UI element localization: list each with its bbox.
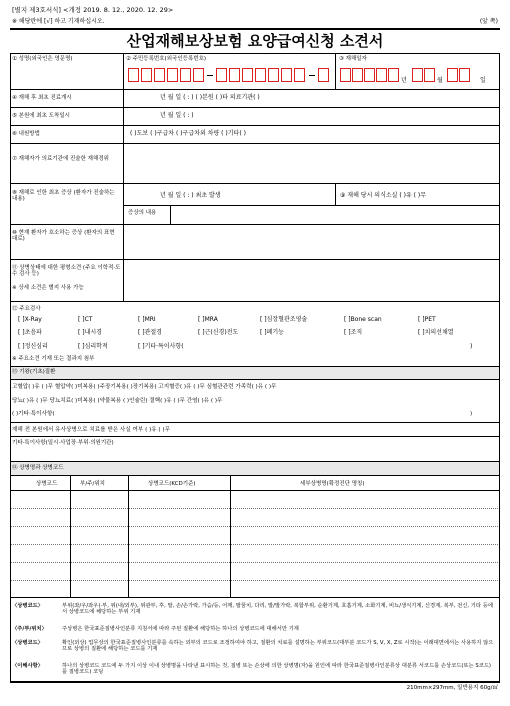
exam-endoscopy[interactable]: [ ]내시경 [78, 329, 102, 336]
note-4-key: 〈이해사항〉 [12, 663, 44, 669]
accident-date-label: ③ 재해일자 [339, 56, 367, 62]
note-1-text: 부위(좌/우/좌우)·부, 위(내/외부), 위관부, 후, 말, 손/손가락, 가슴/등, 어깨, 팔꿈치, 다리, 발/발가락, 복합부위, 순환기계, 호흡기계, 소화기계, 비뇨/생식기계, 신경계, 복부, 전신, 기타 등에서 상병코드에 해당하는 부위 기재 [62, 603, 493, 616]
month-unit: 월 [437, 77, 443, 84]
diag-col-code: 상병코드 [36, 481, 58, 487]
visit-method-options[interactable]: ( )도보 ( )구급차 ( )구급차외 차량 ( )기타( ) [130, 130, 246, 137]
arrival-label: ⑤ 본원에 최초 도착일시 [12, 113, 70, 119]
accident-story-label: ⑦ 재해자가 의료기관에 진술한 재해경위 [12, 156, 109, 162]
consciousness-loss[interactable]: ⑨ 재해 당시 의식소실 ( )유 ( )무 [340, 192, 427, 199]
exam-arthroscopy[interactable]: [ ]관절경 [138, 329, 162, 336]
prior-treatment[interactable]: 재해 전 본원에서 유사상병으로 치료를 받은 사실 여부 ( )유 ( )무 [12, 427, 170, 433]
exam-psychiatric[interactable]: [ ]정신심리 [18, 343, 48, 350]
diag-col-kcd: 상병코드(KCD기준) [148, 481, 196, 487]
past-history-title: ⑬ 기왕(기초)질환 [12, 369, 56, 375]
form-number: [별지 제3호서식] <개정 2019. 8. 12., 2020. 12. 29> [12, 6, 174, 14]
exam-title: ⑫ 주요검사 [12, 306, 41, 312]
first-treatment-value[interactable]: 년 월 일 ( : ) ( )본원 ( )타 의료기관( ) [160, 94, 260, 101]
current-complaint-label: ⑩ 현재 환자가 호소하는 증상 (환자의 표현대로) [12, 230, 115, 243]
day-unit: 일 [480, 77, 486, 84]
note-1-key: 〈상병코드〉 [12, 603, 44, 609]
exam-mri[interactable]: [ ]MRI [138, 316, 156, 323]
exam-angiography[interactable]: [ ]심장혈관조영술 [260, 316, 308, 323]
past-history-line2[interactable]: 당뇨( )유 ( )무 당뇨치료( )미복용( )약물복용 ( )인슐린) 결핵( )유 ( )무 간염( )유 ( )무 [12, 398, 223, 404]
exam-lung-function[interactable]: [ ]폐기능 [260, 329, 284, 336]
name-label: ① 성명(외국인은 영문명) [12, 56, 73, 62]
arrival-value[interactable]: 년 월 일 ( : ) [160, 112, 194, 119]
diag-col-name: 세부상병명(확정진단 명칭) [300, 481, 365, 487]
exam-pet[interactable]: [ ]PET [418, 316, 436, 323]
diagnosis-title: ⑭ 상병명과 상병코드 [12, 465, 64, 471]
note-3-text: 확인(외상) 업무상의 한국표준질병사인분류를 속하는 외부의 코드로 조정하여야 하고, 질환의 치료를 설명하는 부위코드(대부분 코드가 S, V, X, Z로 시작)는 이래대면에서는 사용하지 않으므로 상병의 질환에 해당하는 코드를 기재 [62, 640, 494, 653]
year-unit: 년 [401, 77, 407, 84]
exam-tissue[interactable]: [ ]조직 [344, 329, 363, 336]
exam-other[interactable]: [ ]기타·특이사항( [138, 343, 184, 350]
instruction-text: ※ 해당란에 [√] 하고 기재하십시오. [12, 18, 105, 25]
exam-nerve-conduction[interactable]: [ ]근(신경)전도 [198, 329, 239, 336]
exam-thermography[interactable]: [ ]치의선채열 [418, 329, 454, 336]
physical-findings-note: ※ 상세 소견은 별지 사용 가능 [12, 285, 84, 291]
note-2-key: 〈주/부/위치〉 [12, 626, 47, 632]
symptom-content-label: 증상의 내용 [128, 210, 157, 216]
exam-psychological[interactable]: [ ]심리학적 [78, 343, 108, 350]
past-history-other[interactable]: ( )기타·특이사항( [12, 411, 55, 417]
rrn-label: ② 주민등록번호(외국인등록번호) [126, 56, 207, 62]
initial-symptom-label: ⑧ 재해로 인한 최초 증상 (환자가 진술하는 내용) [12, 190, 115, 203]
diag-col-position: 부/주/위치 [80, 481, 105, 487]
prior-history-label: 기타·특이사항(일시·사업장·부위·의원기관) [12, 440, 114, 446]
exam-note: ※ 주요소견 기재 또는 결과지 첨부 [12, 356, 95, 362]
exam-xray[interactable]: [ ]X-Ray [18, 316, 42, 323]
form-title: 산업재해보상보험 요양급여신청 소견서 [126, 32, 384, 50]
exam-other-close: ) [470, 343, 473, 350]
exam-bone-scan[interactable]: [ ]Bone scan [344, 316, 382, 323]
first-treatment-label: ④ 재해 후 최초 진료개시 [12, 95, 72, 101]
page-indicator: (앞 쪽) [479, 18, 498, 25]
initial-symptom-date[interactable]: 년 월 일 ( : ) 최초 발생 [160, 192, 221, 199]
exam-ct[interactable]: [ ]CT [78, 316, 93, 323]
paper-spec: 210mm×297mm, 일반용지 60g/㎡ [406, 685, 498, 691]
physical-findings-label: ⑪ 상병상태에 대한 평형소견 (주요 이학적·도수 검사 등) [12, 265, 121, 278]
note-4-text: 하나의 상병코드 코드에 두 가지 이상 이내 상병명을 나타낸 표시하는 것, 질병 또는 손상에 의한 상병명(자)을 원인에 따라 한국표준질병사인분류상 대분류 서코드를 손상코드(또는 S코드)를 질병코드) 코딩 [62, 663, 492, 676]
exam-ultrasound[interactable]: [ ]초음파 [18, 329, 42, 336]
past-history-line1[interactable]: 고혈압( )유 ( )무 혈압약( )미복용( )주장기복용( )장기복용) 고지혈증( )유 ( )무 심혈관관련 가족력( )유 ( )무 [12, 384, 277, 390]
exam-mra[interactable]: [ ]MRA [198, 316, 218, 323]
note-2-text: 주상병은 한국표준질병사인분류 지침서에 따라 주된 질환에 해당하는 하나의 상병코드에 대해서만 기재 [62, 626, 299, 632]
visit-method-label: ⑥ 내원방법 [12, 131, 40, 137]
past-history-other-close: ) [470, 411, 473, 417]
note-3-key: 〈상병코드〉 [12, 640, 44, 646]
